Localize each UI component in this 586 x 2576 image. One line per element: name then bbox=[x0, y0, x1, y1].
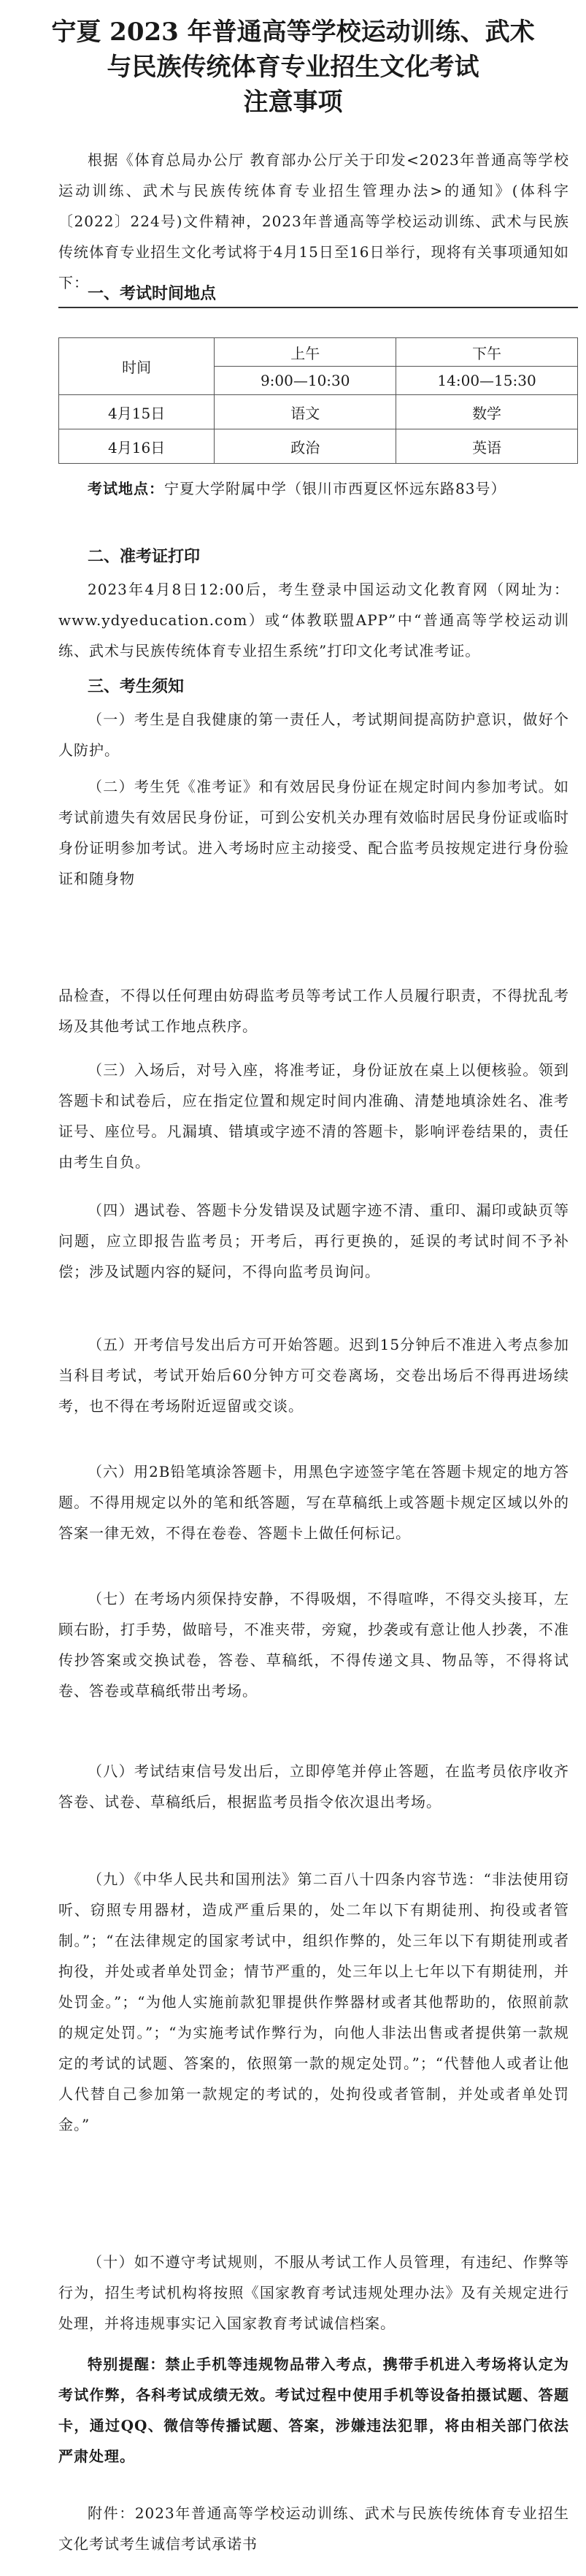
table-header-am: 上午 bbox=[215, 338, 396, 367]
table-am-time: 9:00—10:30 bbox=[215, 367, 396, 395]
table-cell-date: 4月15日 bbox=[59, 395, 215, 429]
exam-location-text: 宁夏大学附属中学（银川市西夏区怀远东路83号） bbox=[164, 480, 506, 497]
note-item: （五）开考信号发出后方可开始答题。迟到15分钟后不准进入考点参加当科目考试，考试开始后60分钟方可交卷离场，交卷出场后不得再进场续考，也不得在考场附近逗留或交谈。 bbox=[58, 1336, 569, 1415]
title-line-1: 宁夏 2023 年普通高等学校运动训练、武术 bbox=[51, 18, 535, 47]
exam-location-label: 考试地点： bbox=[88, 480, 164, 497]
note-item: （二）考生凭《准考证》和有效居民身份证在规定时间内参加考试。如考试前遗失有效居民身份证，可到公安机关办理有效临时居民身份证或临时身份证明参加考试。进入考场时应主动接受、配合监考员按规定进行身份验证和随身物 bbox=[58, 778, 569, 887]
note-item-continued: 品检查，不得以任何理由妨碍监考员等考试工作人员履行职责，不得扰乱考场及其他考试工作地点秩序。 bbox=[58, 987, 569, 1035]
note-item: （七）在考场内须保持安静，不得吸烟，不得喧哗，不得交头接耳，左顾右盼，打手势，做暗号，不准夹带，旁窥，抄袭或有意让他人抄袭，不准传抄答案或交换试卷，答卷、草稿纸，不得传递文具、物品等，不得将试卷、答卷或草稿纸带出考场。 bbox=[58, 1590, 569, 1700]
title-line-3: 注意事项 bbox=[243, 88, 343, 117]
section-divider bbox=[58, 307, 578, 308]
note-item: （九）《中华人民共和国刑法》第二百八十四条内容节选：“非法使用窃听、窃照专用器材，造成严重后果的，处二年以下有期徒刑、拘役或者管制。”；“在法律规定的国家考试中，组织作弊的，处三年以下有期徒刑或者拘役，并处或者单处罚金；情节严重的，处三年以上七年以下有期徒刑，并处罚金。”；“为他人实施前款犯罪提供作弊器材或者其他帮助的，依照前款的规定处罚。”；“为实施考试作弊行为，向他人非法出售或者提供第一款规定的考试的试题、答案的，依照第一款的规定处罚。”；“代替他人或者让他人代替自己参加第一款规定的考试的，处拘役或者管制，并处或者单处罚金。” bbox=[58, 1870, 569, 2133]
table-cell-pm-subject: 英语 bbox=[396, 429, 578, 464]
title-line-2: 与民族传统体育专业招生文化考试 bbox=[107, 53, 479, 82]
table-header-time: 时间 bbox=[59, 338, 215, 395]
attachment-note: 附件：2023年普通高等学校运动训练、武术与民族传统体育专业招生文化考试考生诚信考试承诺书 bbox=[58, 2504, 569, 2553]
note-item: （三）入场后，对号入座，将准考证，身份证放在桌上以便核验。领到答题卡和试卷后，应在指定位置和规定时间内准确、清楚地填涂姓名、准考证号、座位号。凡漏填、错填或字迹不清的答题卡，影响评卷结果的，责任由考生自负。 bbox=[58, 1061, 569, 1171]
table-cell-am-subject: 语文 bbox=[215, 395, 396, 429]
table-row bbox=[59, 429, 578, 464]
note-item: （八）考试结束信号发出后，立即停笔并停止答题，在监考员依序收齐答卷、试卷、草稿纸后，根据监考员指令依次退出考场。 bbox=[58, 1762, 569, 1811]
table-cell-pm-subject: 数学 bbox=[396, 395, 578, 429]
exam-schedule-table bbox=[58, 337, 578, 464]
table-cell-date: 4月16日 bbox=[59, 429, 215, 464]
table-cell-am-subject: 政治 bbox=[215, 429, 396, 464]
exam-location bbox=[58, 473, 569, 504]
table-row bbox=[59, 395, 578, 429]
table-header-pm: 下午 bbox=[396, 338, 578, 367]
note-item: （六）用2B铅笔填涂答题卡，用黑色字迹签字笔在答题卡规定的地方答题。不得用规定以外的笔和纸答题，写在草稿纸上或答题卡规定区域以外的答案一律无效，不得在卷卷、答题卡上做任何标记。 bbox=[58, 1463, 569, 1542]
note-item: （十）如不遵守考试规则，不服从考试工作人员管理，有违纪、作弊等行为，招生考试机构将按照《国家教育考试违规处理办法》及有关规定进行处理，并将违规事实记入国家教育考试诚信档案。 bbox=[58, 2253, 569, 2332]
intro-paragraph: 根据《体育总局办公厅 教育部办公厅关于印发<2023年普通高等学校运动训练、武术与民族传统体育专业招生管理办法>的通知》(体科字〔2022〕224号)文件精神，2023年普通高等学校运动训练、武术与民族传统体育专业招生文化考试将于4月15日至16日举行，现将有关事项通知如下： bbox=[58, 151, 569, 291]
admit-card-paragraph: 2023年4月8日12:00后，考生登录中国运动文化教育网（网址为：www.ydyeducation.com）或“体教联盟APP”中“普通高等学校运动训练、武术与民族传统体育专业招生系统”打印文化考试准考证。 bbox=[58, 581, 569, 660]
section-heading-time-location: 一、考试时间地点 bbox=[88, 284, 217, 303]
special-warning: 特别提醒：禁止手机等违规物品带入考点，携带手机进入考场将认定为考试作弊，各科考试成绩无效。考试过程中使用手机等设备拍摄试题、答题卡，通过QQ、微信等传播试题、答案，涉嫌违法犯罪，将由相关部门依法严肃处理。 bbox=[58, 2355, 569, 2465]
note-item: （一）考生是自我健康的第一责任人，考试期间提高防护意识，做好个人防护。 bbox=[58, 711, 569, 759]
section-heading-candidate-notes: 三、考生须知 bbox=[88, 677, 185, 696]
note-item: （四）遇试卷、答题卡分发错误及试题字迹不清、重印、漏印或缺页等问题，应立即报告监考员；开考后，再行更换的，延误的考试时间不予补偿；涉及试题内容的疑问，不得向监考员询问。 bbox=[58, 1201, 569, 1280]
section-heading-admit-card: 二、准考证打印 bbox=[88, 547, 201, 566]
table-pm-time: 14:00—15:30 bbox=[396, 367, 578, 395]
